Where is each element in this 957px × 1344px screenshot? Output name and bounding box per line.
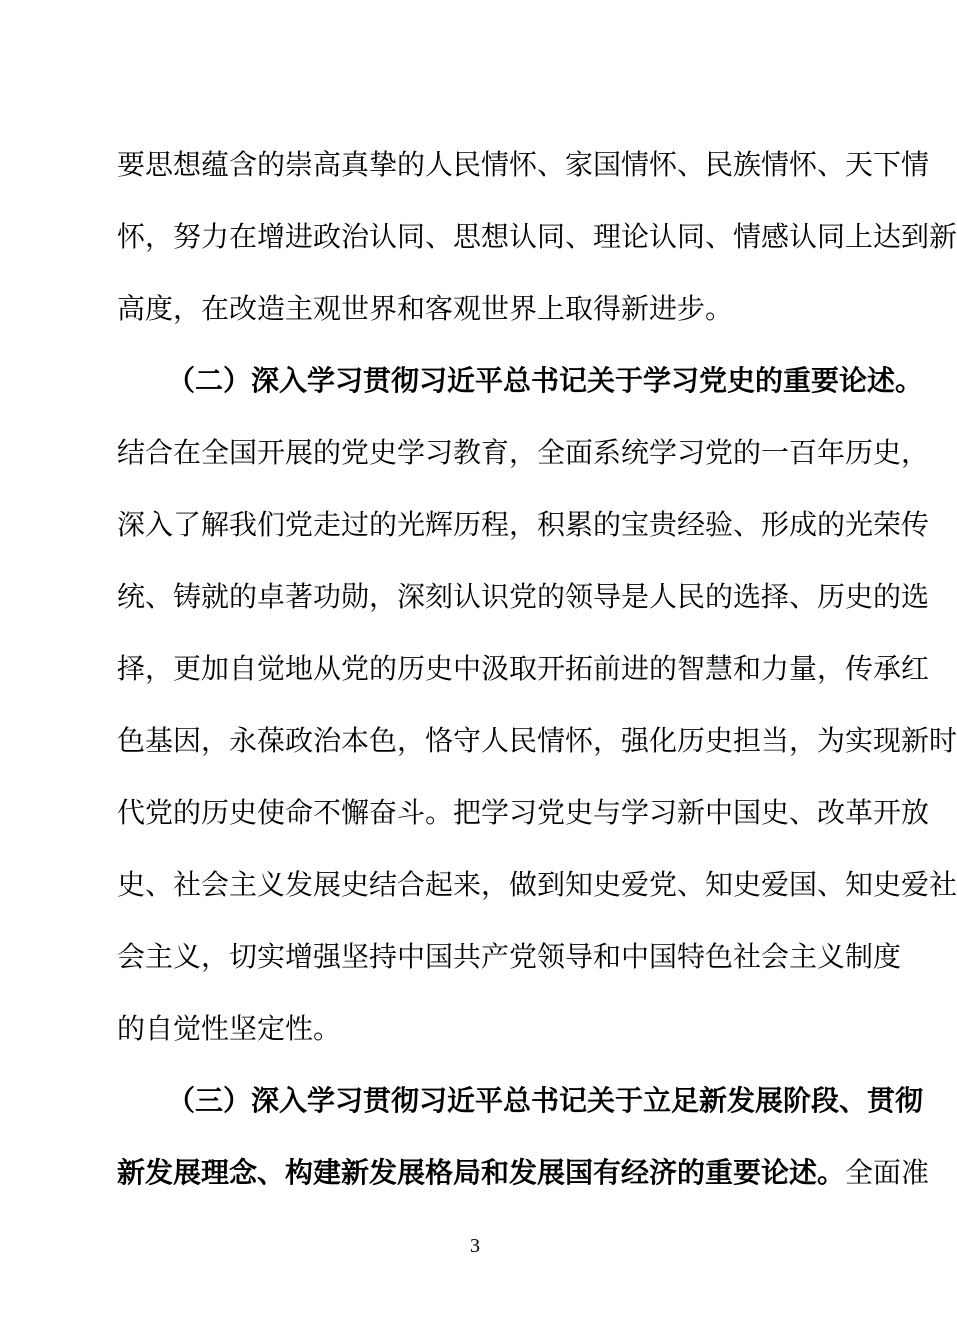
body-text-fragment: 全面准 (845, 1156, 930, 1189)
body-text-line: 要思想蕴含的崇高真挚的人民情怀、家国情怀、民族情怀、天下情 (117, 148, 930, 181)
body-text-line: 深入了解我们党走过的光辉历程，积累的宝贵经验、形成的光荣传 (117, 508, 930, 541)
section-heading-tail: 新发展理念、构建新发展格局和发展国有经济的重要论述。 (117, 1156, 846, 1189)
body-text-line: 会主义，切实增强坚持中国共产党领导和中国特色社会主义制度 (117, 940, 902, 973)
section-heading: （三）深入学习贯彻习近平总书记关于立足新发展阶段、贯彻 (167, 1084, 924, 1117)
page-number: 3 (470, 1235, 480, 1257)
body-text-line: 史、社会主义发展史结合起来，做到知史爱党、知史爱国、知史爱社 (117, 868, 957, 901)
body-text-line: 结合在全国开展的党史学习教育，全面系统学习党的一百年历史， (117, 436, 930, 469)
section-heading-continued (117, 1153, 930, 1193)
body-text-line: 高度，在改造主观世界和客观世界上取得新进步。 (117, 292, 734, 325)
body-text-line: 代党的历史使命不懈奋斗。把学习党史与学习新中国史、改革开放 (117, 796, 930, 829)
body-text-line: 统、铸就的卓著功勋，深刻认识党的领导是人民的选择、历史的选 (117, 580, 930, 613)
body-text-line: 怀，努力在增进政治认同、思想认同、理论认同、情感认同上达到新 (117, 220, 957, 253)
body-text-line: 的自觉性坚定性。 (117, 1012, 342, 1045)
body-text-line: 色基因，永葆政治本色，恪守人民情怀，强化历史担当，为实现新时 (117, 724, 957, 757)
section-heading: （二）深入学习贯彻习近平总书记关于学习党史的重要论述。 (167, 364, 924, 397)
body-text-line: 择，更加自觉地从党的历史中汲取开拓前进的智慧和力量，传承红 (117, 652, 930, 685)
